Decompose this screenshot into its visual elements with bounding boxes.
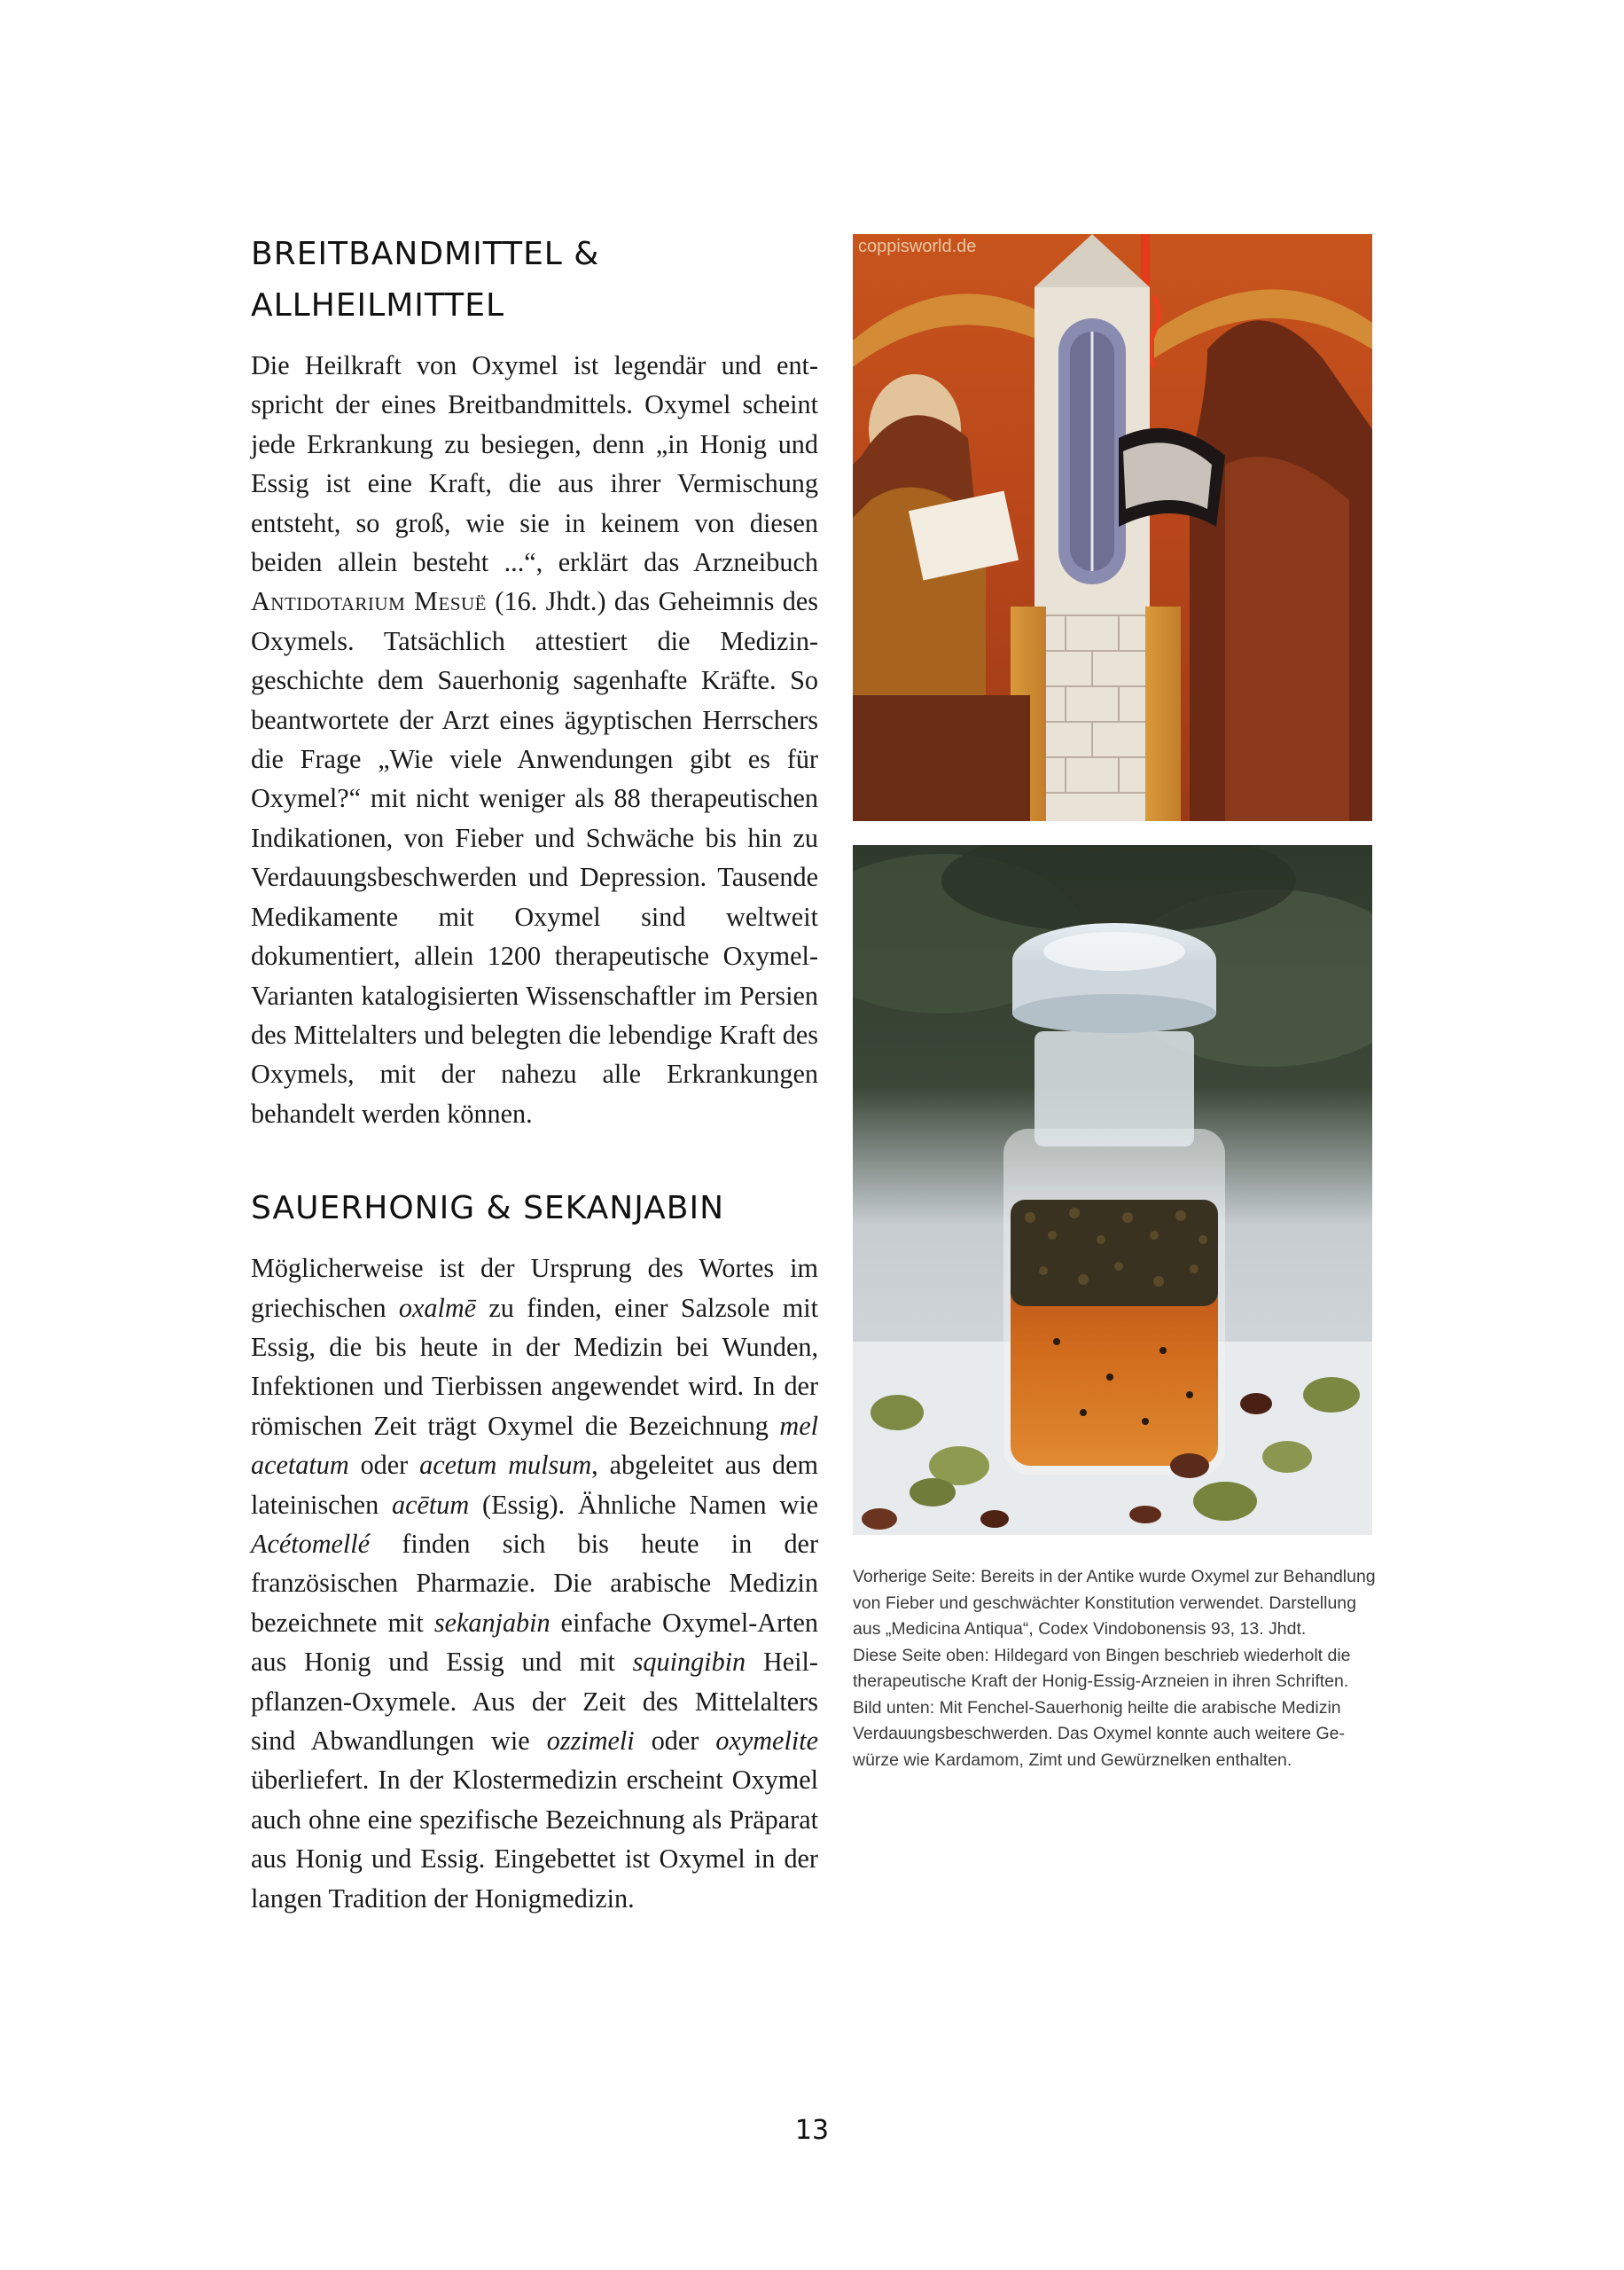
paragraph-text: zu finden, einer Salzsole mit Essig, die bis heute in der Medizin bei Wunden, Infektionen und Tierbissen angewendet wird. In der römischen Zeit trägt Oxymel die Bezeichnung (251, 1292, 818, 1441)
section-heading-sauerhonig: SAUERHONIG & SEKANJABIN (251, 1190, 725, 1227)
paragraph-sauerhonig (251, 1248, 818, 1918)
heading-line-2: ALLHEILMITTEL (251, 287, 505, 324)
term-italic: acētum (392, 1489, 470, 1520)
term-italic: ozzimeli (546, 1726, 635, 1756)
term-italic: squingibin (632, 1647, 746, 1678)
paragraph-text: oder (348, 1450, 420, 1481)
heading-line-1: BREITBANDMITTEL & (251, 236, 600, 272)
term-italic: acetum mulsum (419, 1450, 592, 1481)
term-italic: oxalmē (398, 1292, 477, 1323)
section-heading-breitbandmittel (251, 229, 818, 332)
page-number: 13 (794, 2115, 830, 2146)
term-italic: sekanjabin (433, 1607, 550, 1638)
paragraph-text: einfache Oxymel-Arten aus Honig und Essig und mit (251, 1607, 819, 1678)
paragraph-text: Heilpflanzen-Oxymele. Aus der Zeit des Mittelalters sind Abwandlungen wie (251, 1647, 818, 1756)
book-title-antidotarium: Antidotarium Mesuë (251, 586, 488, 617)
caption-bottom-image: Bild unten: Mit Fenchel-Sauerhonig heilte die arabische Medizin Verdauungsbeschwerden. Das Oxymel konnte auch weitere Gewürze wie Kardamom, Zimt und Gewürznelken enthalten. (853, 1697, 1345, 1770)
paragraph-text: (Essig). Ähnliche Namen wie (469, 1489, 819, 1520)
paragraph-breitbandmittel (251, 346, 818, 1133)
paragraph-text: (16. Jhdt.) das Geheimnis des Oxymels. Tatsächlich attestiert die Medizingeschichte dem Sauerhonig sagenhafte Kräfte. So beantwortete der Arzt eines ägyptischen Herrschers die Frage „Wie viele Anwendungen gibt es für Oxymel?“ mit nicht weniger als 88 therapeutischen Indikationen, von Fieber und Schwäche bis hin zu Verdauungsbeschwerden und Depression. Tausende Medikamente mit Oxymel sind weltweit dokumentiert, allein 1200 therapeutische Oxymel-Varianten katalogisierten Wissenschaftler im Persien des Mittelalters und belegten die lebendige Kraft des Oxymels, mit der nahezu alle Erkrankungen behandelt werden können. (251, 586, 818, 1129)
main-text-column (251, 229, 818, 1918)
paragraph-text: oder (634, 1726, 716, 1756)
medieval-illumination-image (853, 234, 1372, 821)
section-sauerhonig (251, 1183, 818, 1918)
section-breitbandmittel (251, 229, 818, 1133)
paragraph-text: , abgeleitet aus dem lateinischen (251, 1450, 818, 1520)
term-italic: mel acetatum (251, 1410, 818, 1481)
term-italic: Acétomellé (251, 1528, 371, 1559)
image-watermark: coppisworld.de (858, 237, 977, 256)
image-caption (853, 1564, 1376, 1773)
paragraph-text: finden sich bis heute in der französischen Pharmazie. Die arabische Medizin bezeichnete mit (251, 1528, 818, 1638)
caption-this-page-top: Diese Seite oben: Hildegard von Bingen beschrieb wiederholt die therapeutische Kraft der Honig-Essig-Arzneien in ihren Schriften. (853, 1645, 1351, 1691)
caption-previous-page: Vorherige Seite: Bereits in der Antike wurde Oxymel zur Behandlung von Fieber und geschwächter Konstitution verwendet. Darstellung aus „Medicina Antiqua“, Codex Vindobonensis 93, 13. Jhdt. (853, 1567, 1376, 1639)
paragraph-text: überliefert. In der Klostermedizin erscheint Oxymel auch ohne eine spezifische Bezeichnung als Präparat aus Honig und Essig. Eingebettet ist Oxymel in der langen Tradition der Honigmedizin. (251, 1765, 818, 1914)
term-italic: oxymelite (715, 1726, 819, 1756)
paragraph-text: Möglicherweise ist der Ursprung des Wortes im griechischen (251, 1253, 818, 1323)
paragraph-text: Die Heilkraft von Oxymel ist legendär und entspricht der eines Breitbandmittels. Oxymel scheint jede Erkrankung zu besiegen, denn „in Honig und Essig ist eine Kraft, die aus ihrer Vermischung entsteht, so groß, wie sie in keinem von diesen beiden allein besteht ...“, erklärt das Arzneibuch (251, 350, 818, 578)
oxymel-jar-photo (853, 845, 1372, 1535)
